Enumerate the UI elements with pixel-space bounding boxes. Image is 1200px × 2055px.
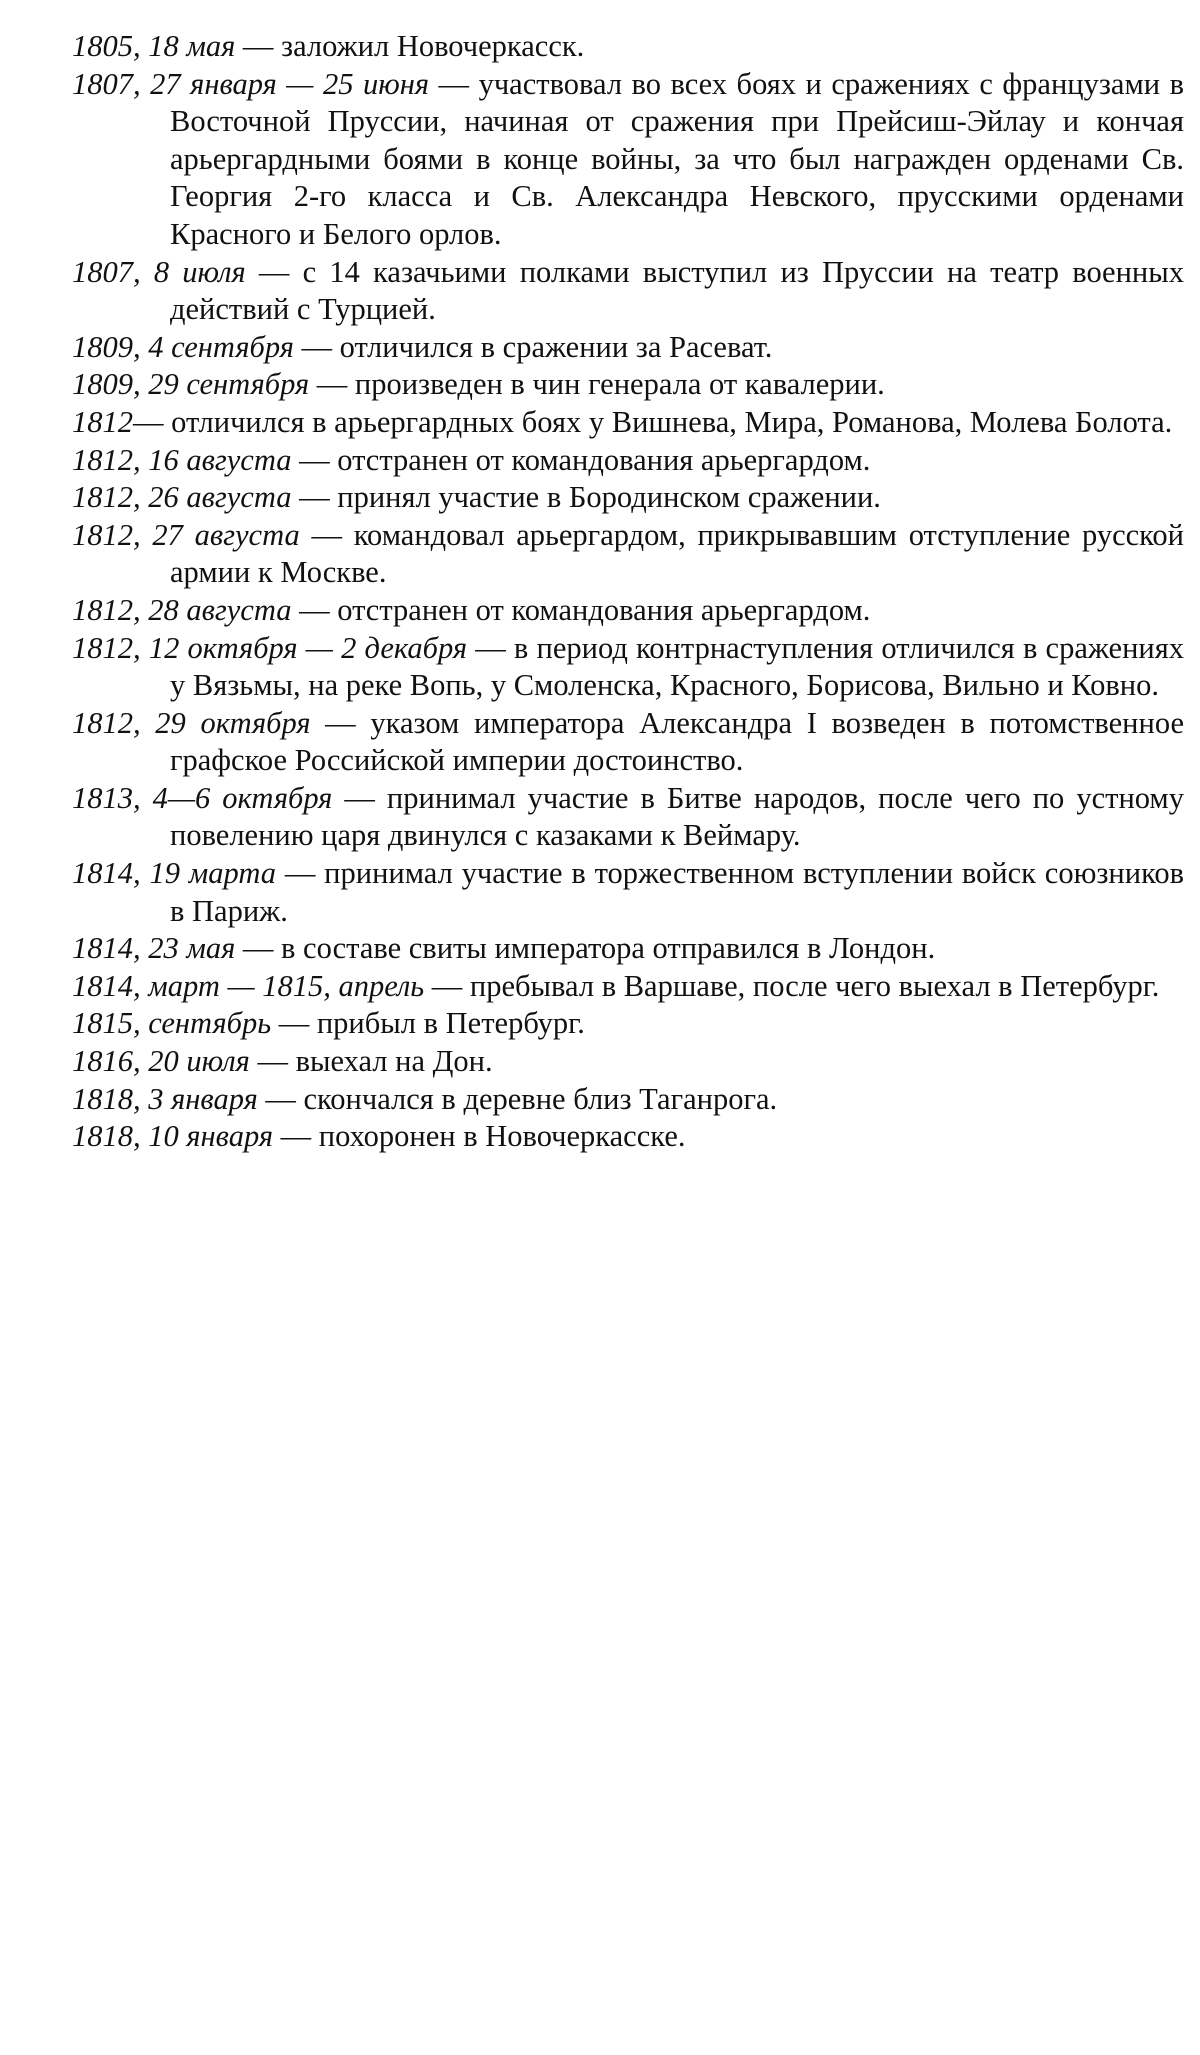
entry-date: 1815, сентябрь <box>72 1006 272 1041</box>
entry-date: 1818, 3 января <box>72 1081 258 1116</box>
entry-text: с 14 казачьими полками выступил из Пруссии на театр военных действий с Турцией. <box>170 254 1184 327</box>
entry-date: 1805, 18 мая <box>72 29 236 63</box>
chronology-entry: 1812, 26 августа — принял участие в Бородинском сражении. <box>72 480 881 515</box>
entry-date: 1809, 4 сентября <box>72 329 294 364</box>
chronology-entry: 1805, 18 мая — заложил Новочеркасск. <box>72 29 585 63</box>
chronology-entry: 1813, 4—6 октября — принимал участие в Битве народов, после чего по устному повелению царя двинулся с казаками к Веймару. <box>72 780 1184 853</box>
entry-text: участвовал во всех боях и сражениях с французами в Восточной Пруссии, начиная от сражения при Прейсиш-Эйлау и кончая арьергардными боями в конце войны, за что был награжден орденами Св. Георгия 2-го класса и Св. Александра Невского, прусскими орденами Красного и Белого орлов. <box>170 66 1184 251</box>
chronology-entry: 1807, 8 июля — с 14 казачьими полками выступил из Пруссии на театр военных действий с Турцией. <box>72 254 1184 327</box>
entry-text: скончался в деревне близ Таганрога. <box>303 1081 778 1116</box>
chronology-entry: 1809, 29 сентября — произведен в чин генерала от кавалерии. <box>72 367 885 402</box>
chronology-entry: 1814, 19 марта — принимал участие в торжественном вступлении войск союзников в Париж. <box>72 856 1184 928</box>
entry-date: 1812, 16 августа <box>72 442 292 477</box>
entry-text: похоронен в Новочеркасске. <box>318 1119 686 1154</box>
entry-text: произведен в чин генерала от кавалерии. <box>354 367 885 402</box>
entry-text: отличился в арьергардных боях у Вишнева, Мира, Романова, Молева Болота. <box>171 404 1173 439</box>
entry-date: 1812 <box>72 404 133 439</box>
entry-text: отстранен от командования арьергардом. <box>337 592 871 627</box>
entry-date: 1807, 27 января — 25 июня <box>72 66 430 101</box>
entry-date: 1812, 12 октября — 2 декабря <box>72 630 468 665</box>
entry-text: указом императора Александра I возведен в потомственное графское Российской империи достоинство. <box>170 705 1184 778</box>
entry-text: принимал участие в торжественном вступлении войск союзников в Париж. <box>170 856 1184 928</box>
entry-text: прибыл в Петербург. <box>316 1006 585 1041</box>
chronology-entry: 1807, 27 января — 25 июня — участвовал во всех боях и сражениях с французами в Восточной Пруссии, начиная от сражения при Прейсиш-Эйлау и кончая арьергардными боями в конце войны, за что был награжден орденами Св. Георгия 2-го класса и Св. Александра Невского, прусскими орденами Красного и Белого орлов. <box>72 66 1184 251</box>
chronology-entry: 1812, 28 августа — отстранен от командования арьергардом. <box>72 592 871 627</box>
entry-date: 1807, 8 июля <box>72 254 246 289</box>
entry-text: командовал арьергардом, прикрывавшим отступление русской армии к Москве. <box>170 517 1184 590</box>
entry-date: 1812, 27 августа <box>72 517 300 552</box>
entry-text: в составе свиты императора отправился в Лондон. <box>281 931 936 966</box>
chronology-page <box>72 28 1184 1156</box>
chronology-entry: 1812, 16 августа — отстранен от командования арьергардом. <box>72 442 871 477</box>
entry-text: заложил Новочеркасск. <box>281 29 585 63</box>
entry-date: 1814, март — 1815, апрель <box>72 968 425 1003</box>
chronology-entry: 1815, сентябрь — прибыл в Петербург. <box>72 1006 585 1041</box>
entry-text: отличился в сражении за Расеват. <box>339 329 773 364</box>
entry-date: 1809, 29 сентября <box>72 367 310 402</box>
chronology-entry: 1809, 4 сентября — отличился в сражении за Расеват. <box>72 329 773 364</box>
entry-date: 1812, 28 августа <box>72 592 292 627</box>
chronology-entry: 1816, 20 июля — выехал на Дон. <box>72 1044 493 1079</box>
entry-date: 1813, 4—6 октября <box>72 780 333 815</box>
chronology-entry: 1812— отличился в арьергардных боях у Вишнева, Мира, Романова, Молева Болота. <box>72 404 1173 439</box>
chronology-entry: 1818, 3 января — скончался в деревне близ Таганрога. <box>72 1081 778 1116</box>
chronology-entry: 1812, 29 октября — указом императора Александра I возведен в потомственное графское Российской империи достоинство. <box>72 705 1184 778</box>
entry-text: принял участие в Бородинском сражении. <box>337 480 881 515</box>
chronology-entry: 1814, 23 мая — в составе свиты императора отправился в Лондон. <box>72 931 936 966</box>
chronology-entry: 1812, 12 октября — 2 декабря — в период контрнаступления отличился в сражениях у Вязьмы, на реке Вопь, у Смоленска, Красного, Борисова, Вильно и Ковно. <box>72 630 1185 703</box>
entry-text: принимал участие в Битве народов, после чего по устному повелению царя двинулся с казаками к Веймару. <box>170 780 1184 853</box>
entry-text: в период контрнаступления отличился в сражениях у Вязьмы, на реке Вопь, у Смоленска, Красного, Борисова, Вильно и Ковно. <box>170 630 1185 703</box>
entry-date: 1814, 19 марта <box>72 856 276 891</box>
entry-date: 1812, 26 августа <box>72 480 292 515</box>
entry-text: выехал на Дон. <box>295 1044 493 1079</box>
entry-text: пребывал в Варшаве, после чего выехал в Петербург. <box>469 968 1160 1003</box>
entry-date: 1818, 10 января <box>72 1119 273 1154</box>
entry-date: 1812, 29 октября <box>72 705 311 740</box>
entry-text: отстранен от командования арьергардом. <box>337 442 871 477</box>
chronology-entry: 1812, 27 августа — командовал арьергардом, прикрывавшим отступление русской армии к Москве. <box>72 517 1184 590</box>
chronology-entry: 1814, март — 1815, апрель — пребывал в Варшаве, после чего выехал в Петербург. <box>72 968 1160 1003</box>
entry-date: 1816, 20 июля <box>72 1044 250 1079</box>
entry-date: 1814, 23 мая <box>72 931 236 966</box>
chronology-entry: 1818, 10 января — похоронен в Новочеркасске. <box>72 1119 686 1154</box>
